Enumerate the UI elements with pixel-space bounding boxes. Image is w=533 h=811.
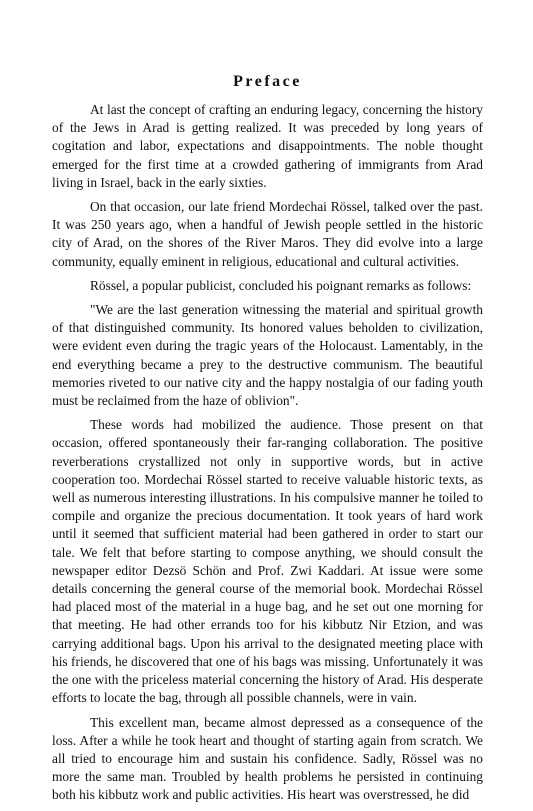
paragraph-3: Rössel, a popular publicist, concluded his poignant remarks as follows:: [90, 277, 472, 293]
paragraph-6: This excellent man, became almost depressed as a consequence of the loss. After a while he took heart and thought of starting again from scratch. We all tried to encourage him and sustain his confidence. Sadly, Rössel was no more the same man. Troubled by health problems he persisted in continuing both his kibbutz work and public activities. His heart was overstressed, he did: [52, 714, 483, 803]
paragraph-2: On that occasion, our late friend Mordechai Rössel, talked over the past. It was 250 years ago, when a handful of Jewish people settled in the historic city of Arad, on the shores of the River Maros. They did evolve into a large community, equally eminent in religious, educational and cultural activities.: [52, 199, 483, 269]
paragraph-5: These words had mobilized the audience. Those present on that occasion, offered spontaneously their far-ranging collaboration. The positive reverberations crystallized not only in supportive words, but in active cooperation too. Mordechai Rössel started to receive valuable historic texts, as well as numerous interesting illustrations. In his compulsive manner he toiled to compile and organize the precious documentation. It took years of hard work until it seemed that sufficient material had been gathered in order to start our tale. We felt that before starting to compose anything, we should consult the newspaper editor Dezsö Schön and Prof. Zwi Kaddari. At issue were some details concerning the general course of the memorial book. Mordechai Rössel had placed most of the material in a huge bag, and he set out one morning for that meeting. He had other errands too for his kibbutz Nir Etzion, and was carrying additional bags. Upon his arrival to the designated meeting place with his friends, he discovered that one of his bags was missing. Unfortunately it was the one with the priceless material concerning the history of Arad. His desperate efforts to locate the bag, through all possible channels, were in vain.: [52, 417, 483, 706]
paragraph-4-quote: "We are the last generation witnessing the material and spiritual growth of that distinguished community. Its honored values beholden to civilization, were evident even during the tragic years of the Holocaust. Lamentably, in the end everything became a prey to the destructive communism. The beautiful memories riveted to our native city and the happy nostalgia of our fading youth must be reclaimed from the haze of oblivion".: [52, 302, 483, 409]
document-page: [52, 72, 483, 811]
paragraph-1: At last the concept of crafting an enduring legacy, concerning the history of the Jews in Arad is getting realized. It was preceded by long years of cogitation and labor, expectations and disappointments. The noble thought emerged for the first time at a crowded gathering of immigrants from Arad living in Israel, back in the early sixties.: [52, 102, 483, 190]
page-title: Preface: [233, 73, 302, 90]
